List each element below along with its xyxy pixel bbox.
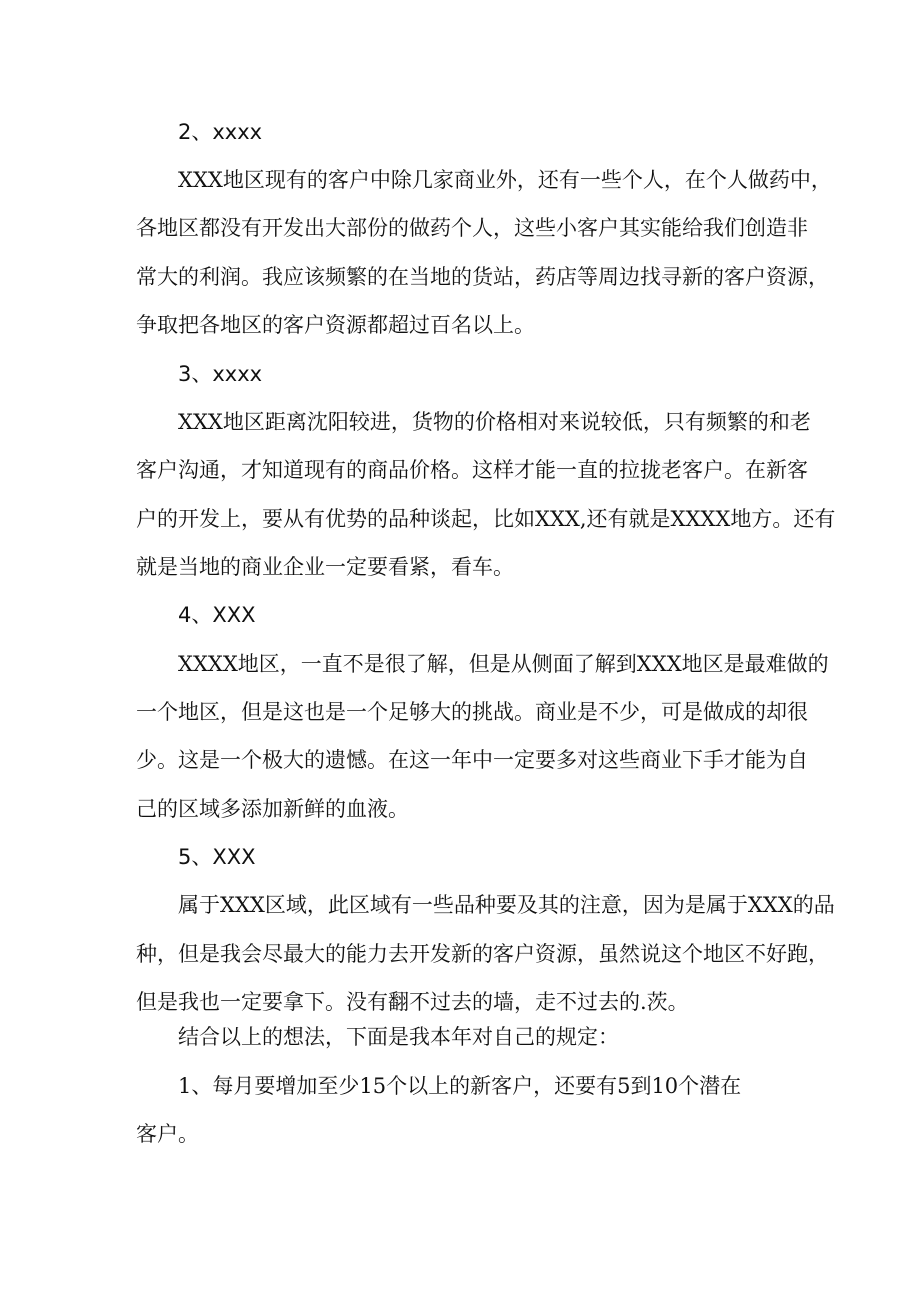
paragraph-line: 属于XXX区域，此区域有一些品种要及其的注意，因为是属于XXX的品 [178,893,835,917]
rule-line: 1、每月要增加至少15个以上的新客户，还要有5到10个潜在 [178,1074,742,1098]
paragraph-line: 户的开发上，要从有优势的品种谈起，比如XXX,还有就是XXXX地方。还有 [136,507,836,531]
paragraph-line: 争取把各地区的客户资源都超过百名以上。 [136,313,535,337]
paragraph-line: 常大的利润。我应该频繁的在当地的货站，药店等周边找寻新的客户资源， [136,265,829,289]
paragraph-line: 客户沟通，才知道现有的商品价格。这样才能一直的拉拢老客户。在新客 [136,458,808,482]
paragraph-line: XXX地区距离沈阳较进，货物的价格相对来说较低，只有频繁的和老 [178,410,811,434]
section-heading-5: 5、XXX [178,845,256,869]
paragraph-line: 己的区域多添加新鲜的血液。 [136,797,409,821]
section-heading-3: 3、xxxx [178,362,263,386]
paragraph-line: XXX地区现有的客户中除几家商业外，还有一些个人，在个人做药中， [178,168,832,192]
paragraph-line: 少。这是一个极大的遗憾。在这一年中一定要多对这些商业下手才能为自 [136,748,808,772]
paragraph-line: XXXX地区，一直不是很了解，但是从侧面了解到XXX地区是最难做的 [178,652,829,676]
paragraph-line: 就是当地的商业企业一定要看紧，看车。 [136,555,514,579]
rule-line: 客户。 [136,1122,199,1146]
paragraph-line: 一个地区，但是这也是一个足够大的挑战。商业是不少，可是做成的却很 [136,700,808,724]
summary-line: 结合以上的想法，下面是我本年对自己的规定： [178,1025,619,1049]
paragraph-line: 种，但是我会尽最大的能力去开发新的客户资源，虽然说这个地区不好跑， [136,942,829,966]
paragraph-line: 各地区都没有开发出大部份的做药个人，这些小客户其实能给我们创造非 [136,216,808,240]
section-heading-2: 2、xxxx [178,120,263,144]
section-heading-4: 4、XXX [178,603,256,627]
paragraph-line: 但是我也一定要拿下。没有翻不过去的墙，走不过去的.茨。 [136,990,689,1014]
